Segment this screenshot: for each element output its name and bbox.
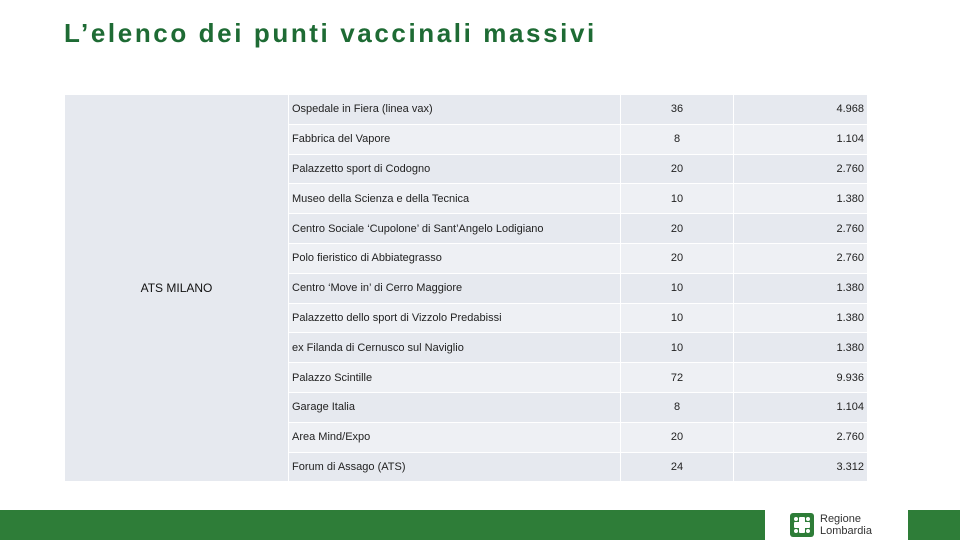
lombardia-cross-logo-icon — [790, 513, 814, 537]
vaccination-lines-cell: 20 — [621, 154, 734, 184]
daily-capacity-cell: 1.380 — [734, 333, 868, 363]
daily-capacity-cell: 2.760 — [734, 154, 868, 184]
site-name-cell: Forum di Assago (ATS) — [289, 452, 621, 482]
logo-text-line2: Lombardia — [820, 525, 872, 537]
site-name-cell: Palazzetto dello sport di Vizzolo Predabissi — [289, 303, 621, 333]
site-name-cell: Centro Sociale ‘Cupolone’ di Sant’Angelo Lodigiano — [289, 214, 621, 244]
site-name-cell: Fabbrica del Vapore — [289, 124, 621, 154]
daily-capacity-cell: 1.380 — [734, 184, 868, 214]
vaccination-lines-cell: 20 — [621, 243, 734, 273]
vaccination-lines-cell: 10 — [621, 303, 734, 333]
table-body — [65, 95, 868, 482]
table-row — [65, 95, 868, 125]
site-name-cell: Polo fieristico di Abbiategrasso — [289, 243, 621, 273]
site-name-cell: Palazzetto sport di Codogno — [289, 154, 621, 184]
daily-capacity-cell: 4.968 — [734, 95, 868, 125]
site-name-cell: Palazzo Scintille — [289, 363, 621, 393]
daily-capacity-cell: 2.760 — [734, 422, 868, 452]
vaccination-lines-cell: 8 — [621, 392, 734, 422]
site-name-cell: Garage Italia — [289, 392, 621, 422]
logo-text-line1: Regione — [820, 513, 861, 525]
footer-bar-left — [0, 510, 765, 540]
vaccination-lines-cell: 20 — [621, 422, 734, 452]
vaccination-sites-table — [64, 94, 868, 482]
daily-capacity-cell: 3.312 — [734, 452, 868, 482]
daily-capacity-cell: 1.104 — [734, 124, 868, 154]
footer-bar-right — [908, 510, 960, 540]
vaccination-lines-cell: 20 — [621, 214, 734, 244]
page-title: L’elenco dei punti vaccinali massivi — [64, 18, 597, 48]
site-name-cell: Museo della Scienza e della Tecnica — [289, 184, 621, 214]
site-name-cell: Area Mind/Expo — [289, 422, 621, 452]
vaccination-lines-cell: 8 — [621, 124, 734, 154]
daily-capacity-cell: 9.936 — [734, 363, 868, 393]
vaccination-lines-cell: 36 — [621, 95, 734, 125]
regione-lombardia-logo — [790, 510, 872, 540]
daily-capacity-cell: 1.104 — [734, 392, 868, 422]
site-name-cell: ex Filanda di Cernusco sul Naviglio — [289, 333, 621, 363]
daily-capacity-cell: 2.760 — [734, 214, 868, 244]
daily-capacity-cell: 2.760 — [734, 243, 868, 273]
vaccination-lines-cell: 10 — [621, 333, 734, 363]
site-name-cell: Ospedale in Fiera (linea vax) — [289, 95, 621, 125]
vaccination-lines-cell: 72 — [621, 363, 734, 393]
vaccination-lines-cell: 10 — [621, 273, 734, 303]
vaccination-lines-cell: 10 — [621, 184, 734, 214]
daily-capacity-cell: 1.380 — [734, 303, 868, 333]
vaccination-lines-cell: 24 — [621, 452, 734, 482]
daily-capacity-cell: 1.380 — [734, 273, 868, 303]
site-name-cell: Centro ‘Move in’ di Cerro Maggiore — [289, 273, 621, 303]
region-cell: ATS MILANO — [65, 95, 289, 482]
